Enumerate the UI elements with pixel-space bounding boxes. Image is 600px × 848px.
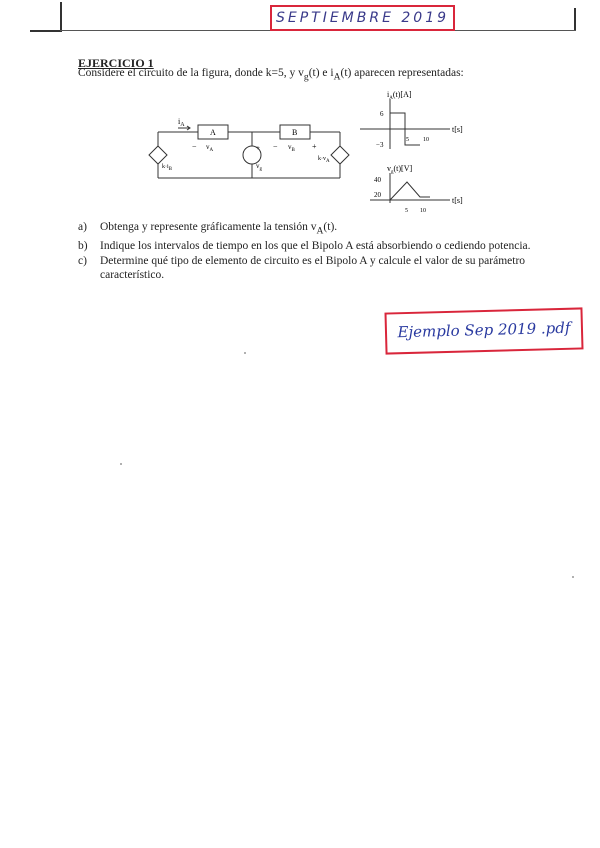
dependent-source-left [149,146,167,164]
vg-xlabel: t[s] [452,196,463,205]
vg-y-top: 40 [374,176,381,184]
vg-y-mid: 20 [374,191,381,199]
intro-sub-a: A [333,71,341,83]
box-b-label: B [292,128,298,137]
source-right-label: $k\cdot v_A$ [318,156,330,164]
question-text: Determine qué tipo de elemento de circuito es el Bipolo A y calcule el valor de su parámetro característico. [100,255,526,282]
vb-label: $v_B$ [288,143,295,153]
question-text: Indique los intervalos de tiempo en los que el Bipolo A está absorbiendo o cediendo potencia. [100,240,531,253]
date-stamp: SEPTIEMBRE 2019 [270,5,455,31]
ia-y-top: 6 [380,110,384,118]
intro-text-1: Considere el circuito de la figura, donde k=5, y v [78,67,304,79]
question-label: c) [78,255,87,268]
scan-speck [120,463,122,465]
question-b [78,239,548,253]
question-label: a) [78,221,87,233]
signal-graphs [350,85,490,215]
intro-text-3: (t) aparecen representadas: [340,67,464,79]
question-sub: A [316,225,324,237]
ia-x-tick2: 10 [423,137,429,143]
ia-xlabel: t[s] [452,125,463,134]
ia-ylabel: $i_A(t)[A]$ [387,90,412,101]
vg-waveform [390,182,430,200]
question-c [78,254,548,282]
vg-x-tick1: 5 [405,208,408,214]
ia-y-bottom: −3 [376,141,384,149]
question-list [78,220,548,283]
vg-plus: + [256,144,260,152]
header-left-rule [60,2,62,32]
vg-label: $v_g$ [256,162,262,172]
vb-plus: + [312,142,317,151]
vg-x-tick2: 10 [420,208,426,214]
source-left-label: $k\cdot i_B$ [162,164,173,172]
vg-ylabel: $v_g(t)[V]$ [387,164,413,175]
question-text: Obtenga y represente gráficamente la tensión v [100,221,317,233]
exercise-intro [78,67,464,82]
intro-text-2: (t) e i [308,67,334,79]
vb-minus: − [273,142,278,151]
scan-speck [244,352,246,354]
header-right-rule [574,8,576,30]
scan-speck [572,576,574,578]
intro-sub-g: g [303,71,309,83]
box-a-label: A [210,128,216,137]
header-left-tick [30,30,60,32]
question-label: b) [78,240,88,253]
handwritten-filename-note: Ejemplo Sep 2019 .pdf [384,307,583,354]
circuit-diagram [140,110,350,190]
current-label: $i_A$ [178,117,185,128]
dependent-source-right [331,146,349,164]
va-label: $v_A$ [206,143,214,153]
question-a [78,220,548,238]
ia-x-tick1: 5 [406,137,409,143]
exercise-title: EJERCICIO 1 [78,56,154,70]
va-minus: − [192,142,197,151]
question-tail: (t). [323,221,338,233]
